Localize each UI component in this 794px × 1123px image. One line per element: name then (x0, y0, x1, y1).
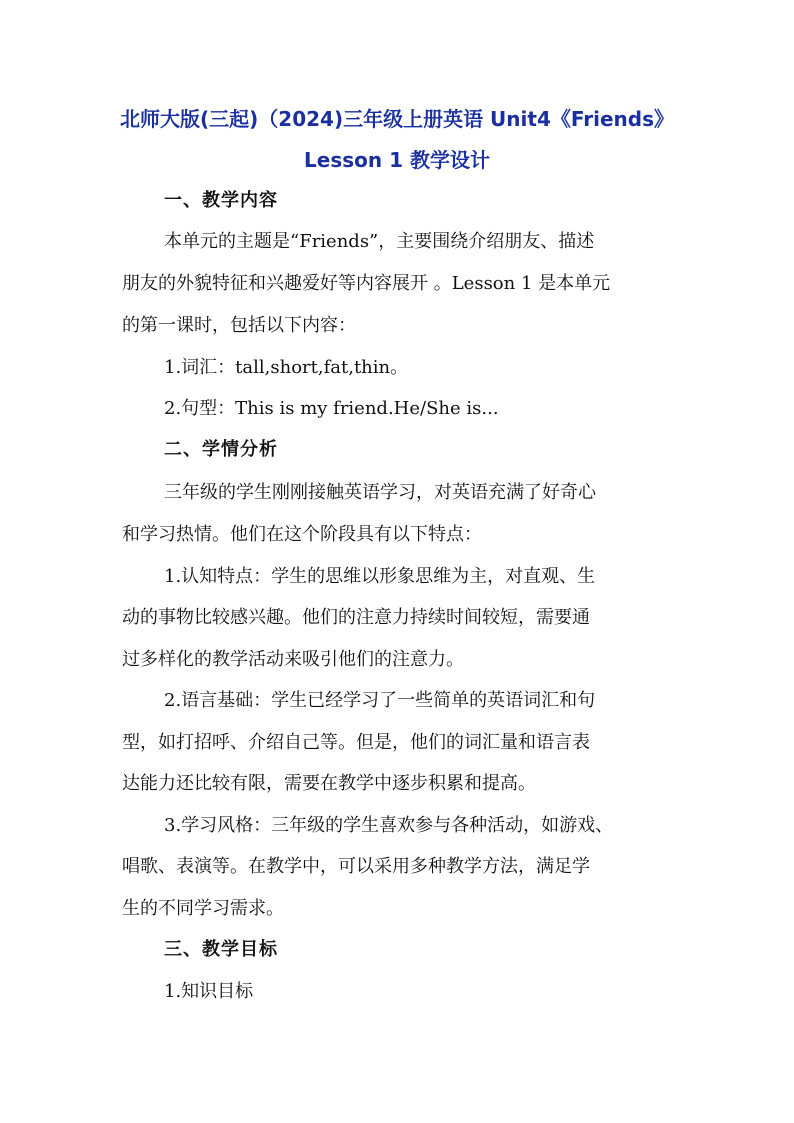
section-heading-student-analysis: 二、学情分析 (164, 439, 278, 460)
paragraph-line: 三年级的学生刚刚接触英语学习，对英语充满了好奇心 (164, 482, 596, 503)
list-item-sentence-pattern: 2.句型：This is my friend.He/She is... (164, 398, 499, 419)
paragraph-line: 的第一课时，包括以下内容： (122, 315, 356, 336)
paragraph-line: 3.学习风格：三年级的学生喜欢参与各种活动，如游戏、 (164, 815, 614, 836)
list-item-vocabulary: 1.词汇：tall,short,fat,thin。 (164, 357, 409, 378)
paragraph-line: 动的事物比较感兴趣。他们的注意力持续时间较短，需要通 (122, 607, 590, 628)
document-subtitle: Lesson 1 教学设计 (304, 148, 490, 172)
paragraph-line: 唱歌、表演等。在教学中，可以采用多种教学方法，满足学 (122, 856, 590, 877)
paragraph-line: 生的不同学习需求。 (122, 898, 284, 919)
document-title: 北师大版(三起)（2024)三年级上册英语 Unit4《Friends》 (120, 107, 674, 131)
section-heading-teaching-objectives: 三、教学目标 (164, 939, 278, 960)
paragraph-line: 达能力还比较有限，需要在教学中逐步积累和提高。 (122, 773, 536, 794)
section-heading-teaching-content: 一、教学内容 (164, 190, 278, 211)
subheading-knowledge-objective: 1.知识目标 (164, 981, 254, 1002)
paragraph-line: 2.语言基础：学生已经学习了一些简单的英语词汇和句 (164, 690, 596, 711)
paragraph-line: 过多样化的教学活动来吸引他们的注意力。 (122, 649, 464, 670)
paragraph-line: 本单元的主题是“Friends”，主要围绕介绍朋友、描述 (164, 231, 595, 252)
paragraph-line: 朋友的外貌特征和兴趣爱好等内容展开 。Lesson 1 是本单元 (122, 273, 611, 294)
paragraph-line: 1.认知特点：学生的思维以形象思维为主，对直观、生 (164, 566, 596, 587)
paragraph-line: 和学习热情。他们在这个阶段具有以下特点： (122, 524, 482, 545)
paragraph-line: 型，如打招呼、介绍自己等。但是，他们的词汇量和语言表 (122, 732, 590, 753)
